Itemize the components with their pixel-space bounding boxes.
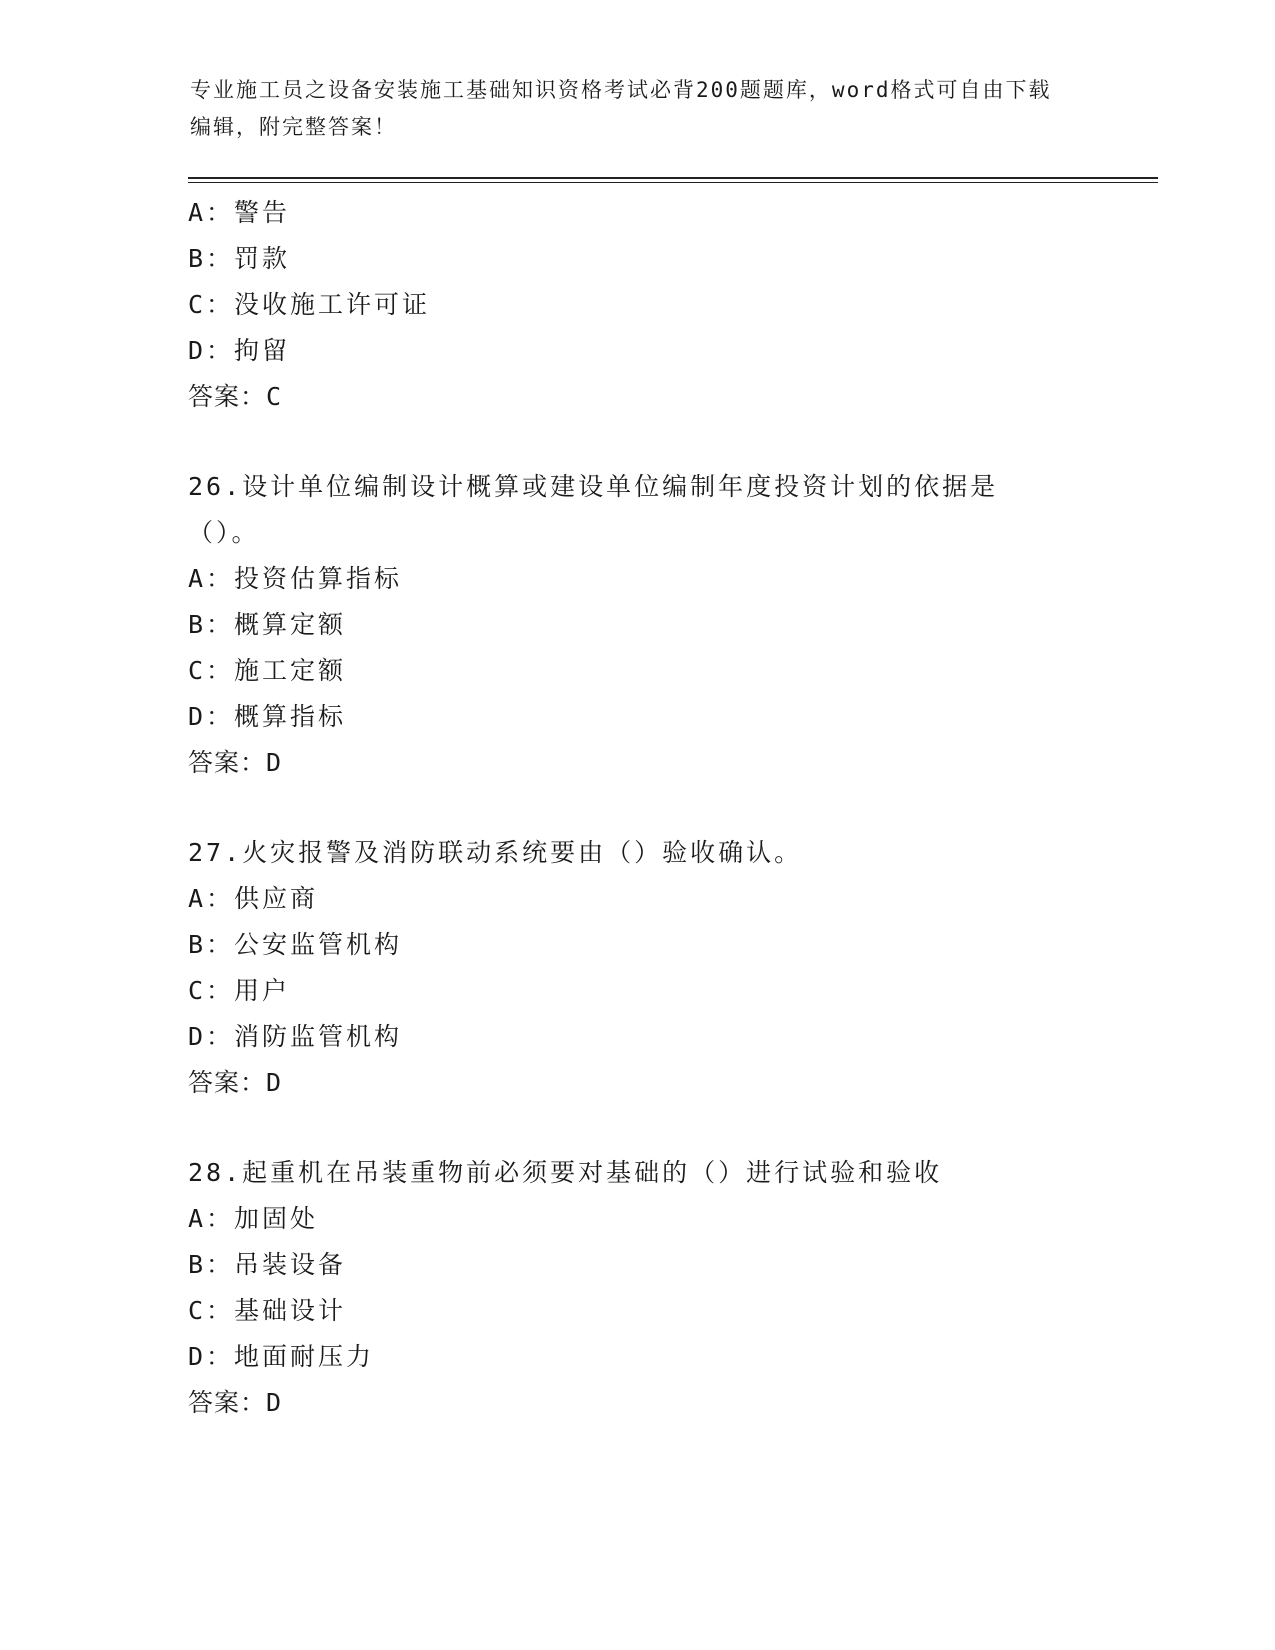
option-a: A：加固处 [188, 1204, 319, 1233]
question-block-27 [188, 830, 1088, 1106]
document-header [190, 72, 1070, 146]
question-list [188, 190, 1088, 1426]
question-stem: 26.设计单位编制设计概算或建设单位编制年度投资计划的依据是（）。 [188, 472, 999, 547]
answer-line: 答案：D [188, 748, 283, 777]
header-divider-thick [188, 177, 1158, 179]
option-d: D：地面耐压力 [188, 1342, 375, 1371]
option-c: C：没收施工许可证 [188, 290, 431, 319]
answer-line: 答案：D [188, 1388, 283, 1417]
option-c: C：基础设计 [188, 1296, 347, 1325]
option-b: B：罚款 [188, 244, 291, 273]
option-d: D：概算指标 [188, 702, 347, 731]
document-title: 专业施工员之设备安装施工基础知识资格考试必背200题题库，word格式可自由下载编辑，附完整答案！ [190, 78, 1052, 139]
question-block-26 [188, 464, 1088, 786]
option-b: B：公安监管机构 [188, 930, 403, 959]
answer-line: 答案：D [188, 1068, 283, 1097]
option-a: A：警告 [188, 198, 291, 227]
header-divider-thin [188, 182, 1158, 183]
question-gap [188, 786, 1088, 830]
option-b: B：吊装设备 [188, 1250, 347, 1279]
question-gap [188, 1106, 1088, 1150]
option-c: C：施工定额 [188, 656, 347, 685]
question-stem: 27.火灾报警及消防联动系统要由（）验收确认。 [188, 838, 803, 867]
option-d: D：拘留 [188, 336, 291, 365]
question-block-28 [188, 1150, 1088, 1426]
option-a: A：供应商 [188, 884, 319, 913]
question-gap [188, 420, 1088, 464]
answer-line: 答案：C [188, 382, 283, 411]
option-d: D：消防监管机构 [188, 1022, 403, 1051]
question-stem: 28.起重机在吊装重物前必须要对基础的（）进行试验和验收 [188, 1158, 943, 1187]
question-block-prev [188, 190, 1088, 420]
option-c: C：用户 [188, 976, 291, 1005]
option-a: A：投资估算指标 [188, 564, 403, 593]
option-b: B：概算定额 [188, 610, 347, 639]
